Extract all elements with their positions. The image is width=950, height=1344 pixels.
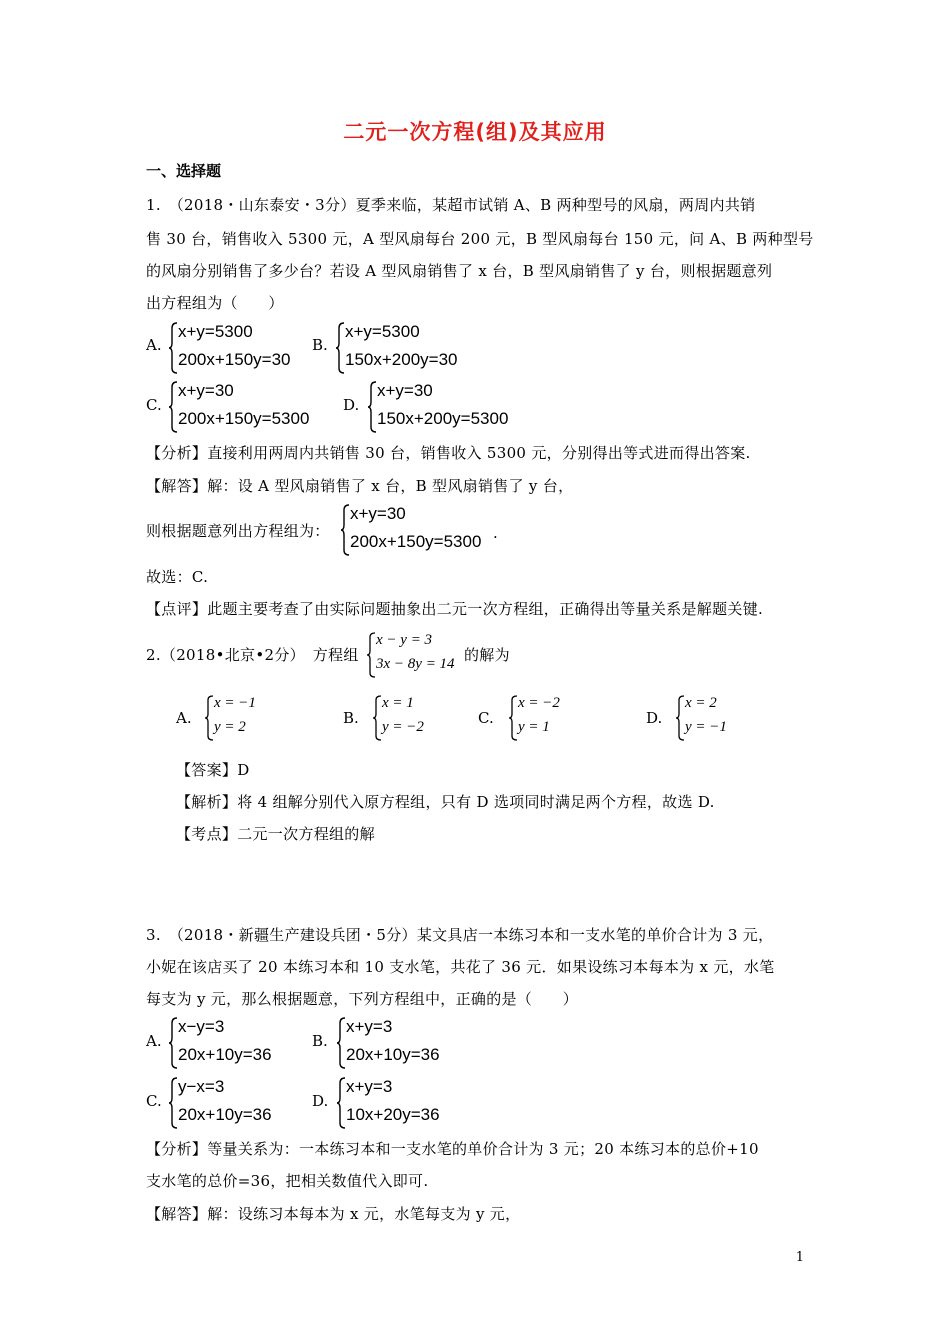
left-brace-icon: [168, 1077, 178, 1129]
q1-option-c-label: C.: [146, 396, 162, 414]
q2-analysis: 【解析】将 4 组解分别代入原方程组，只有 D 选项同时满足两个方程，故选 D.: [176, 793, 715, 811]
q2-eq1: x − y = 3: [376, 632, 433, 648]
q2-option-c-system: [508, 695, 578, 741]
q1-option-d-eq2: 150x+200y=5300: [377, 409, 509, 428]
q1-solution-prefix: 则根据题意列出方程组为：: [146, 522, 330, 540]
q1-solution-eq2: 200x+150y=5300: [350, 532, 482, 551]
q2-option-d-eq1: x = 2: [685, 695, 717, 711]
q2-option-d-system: [675, 695, 745, 741]
q2-option-a-system: [204, 695, 274, 741]
q3-option-c-system: [168, 1077, 308, 1129]
q3-option-b-eq2: 20x+10y=36: [346, 1045, 440, 1064]
left-brace-icon: [335, 322, 345, 374]
q2-option-a-eq2: y = 2: [214, 719, 246, 735]
q2-system: [366, 632, 466, 678]
q2-prefix: 2.（2018•北京•2分） 方程组: [146, 646, 359, 664]
q1-line-2: 售 30 台，销售收入 5300 元，A 型风扇每台 200 元，B 型风扇每台 150 元，问 A、B 两种型号: [146, 230, 814, 248]
q1-option-b-system: [335, 322, 495, 374]
q2-answer: 【答案】D: [176, 761, 250, 779]
q2-option-b-eq2: y = −2: [382, 719, 424, 735]
left-brace-icon: [675, 695, 685, 741]
q3-option-d-eq1: x+y=3: [346, 1077, 393, 1096]
left-brace-icon: [168, 381, 178, 433]
q3-solution: 【解答】解：设练习本每本为 x 元，水笔每支为 y 元，: [146, 1205, 521, 1223]
q2-point: 【考点】二元一次方程组的解: [176, 825, 375, 843]
left-brace-icon: [168, 1017, 178, 1069]
left-brace-icon: [336, 1077, 346, 1129]
q3-option-c-label: C.: [146, 1092, 162, 1110]
left-brace-icon: [366, 632, 376, 678]
q3-option-d-eq2: 10x+20y=36: [346, 1105, 440, 1124]
q1-option-d-system: [367, 381, 537, 433]
q3-option-b-eq1: x+y=3: [346, 1017, 393, 1036]
q3-option-a-label: A.: [146, 1032, 162, 1050]
q1-comment: 【点评】此题主要考查了由实际问题抽象出二元一次方程组，正确得出等量关系是解题关键.: [146, 600, 764, 618]
q3-option-b-label: B.: [312, 1032, 328, 1050]
q3-analysis-line-1: 【分析】等量关系为：一本练习本和一支水笔的单价合计为 3 元；20 本练习本的总价+10: [146, 1140, 759, 1158]
q2-option-a-label: A.: [176, 709, 192, 727]
left-brace-icon: [204, 695, 214, 741]
q3-option-d-label: D.: [312, 1092, 329, 1110]
q1-line-4: 出方程组为（ ）: [146, 294, 284, 312]
q2-option-d-eq2: y = −1: [685, 719, 727, 735]
page-title: 二元一次方程(组)及其应用: [343, 120, 607, 144]
left-brace-icon: [340, 504, 350, 556]
q1-option-d-eq1: x+y=30: [377, 381, 433, 400]
q1-solution-system: [340, 504, 500, 556]
q1-option-a-eq2: 200x+150y=30: [178, 350, 291, 369]
page-number: 1: [795, 1250, 804, 1265]
q3-line-1: 3. （2018・新疆生产建设兵团・5分）某文具店一本练习本和一支水笔的单价合计为 3 元，: [146, 926, 774, 944]
q2-suffix: 的解为: [464, 646, 510, 664]
q1-analysis: 【分析】直接利用两周内共销售 30 台，销售收入 5300 元，分别得出等式进而得出答案.: [146, 444, 751, 462]
section-heading: 一、选择题: [146, 162, 222, 180]
left-brace-icon: [508, 695, 518, 741]
q1-option-d-label: D.: [343, 396, 360, 414]
q2-option-d-label: D.: [646, 709, 663, 727]
q1-option-a-label: A.: [146, 336, 162, 354]
q3-option-a-system: [168, 1017, 308, 1069]
q1-option-a-eq1: x+y=5300: [178, 322, 253, 341]
q3-option-a-eq1: x−y=3: [178, 1017, 225, 1036]
q3-analysis-line-2: 支水笔的总价=36，把相关数值代入即可.: [146, 1172, 429, 1190]
q1-solution-eq1: x+y=30: [350, 504, 406, 523]
q3-option-b-system: [336, 1017, 476, 1069]
q3-line-3: 每支为 y 元，那么根据题意，下列方程组中，正确的是（ ）: [146, 990, 579, 1008]
q1-option-c-eq2: 200x+150y=5300: [178, 409, 310, 428]
q3-option-a-eq2: 20x+10y=36: [178, 1045, 272, 1064]
q3-line-2: 小妮在该店买了 20 本练习本和 10 支水笔，共花了 36 元．如果设练习本每本为 x 元，水笔: [146, 958, 775, 976]
q1-line-1: 1. （2018・山东泰安・3分）夏季来临，某超市试销 A、B 两种型号的风扇，两周内共销: [146, 196, 756, 214]
q1-line-3: 的风扇分别销售了多少台？若设 A 型风扇销售了 x 台，B 型风扇销售了 y 台，则根据题意列: [146, 262, 773, 280]
left-brace-icon: [372, 695, 382, 741]
left-brace-icon: [367, 381, 377, 433]
q2-eq2: 3x − 8y = 14: [376, 656, 455, 672]
q2-option-b-label: B.: [343, 709, 359, 727]
q2-option-a-eq1: x = −1: [214, 695, 256, 711]
q1-option-b-eq2: 150x+200y=30: [345, 350, 458, 369]
q1-solution-dot: .: [493, 524, 499, 542]
q1-choice: 故选：C.: [146, 568, 209, 586]
q2-option-b-system: [372, 695, 442, 741]
q2-option-b-eq1: x = 1: [382, 695, 414, 711]
left-brace-icon: [168, 322, 178, 374]
q1-option-c-system: [168, 381, 338, 433]
left-brace-icon: [336, 1017, 346, 1069]
q2-option-c-label: C.: [478, 709, 494, 727]
q3-option-c-eq1: y−x=3: [178, 1077, 225, 1096]
q1-option-c-eq1: x+y=30: [178, 381, 234, 400]
q3-option-c-eq2: 20x+10y=36: [178, 1105, 272, 1124]
q1-option-b-label: B.: [312, 336, 328, 354]
q2-option-c-eq1: x = −2: [518, 695, 560, 711]
q2-option-c-eq2: y = 1: [518, 719, 550, 735]
q1-option-a-system: [168, 322, 328, 374]
q1-option-b-eq1: x+y=5300: [345, 322, 420, 341]
q3-option-d-system: [336, 1077, 476, 1129]
q1-solution: 【解答】解：设 A 型风扇销售了 x 台，B 型风扇销售了 y 台，: [146, 477, 574, 495]
